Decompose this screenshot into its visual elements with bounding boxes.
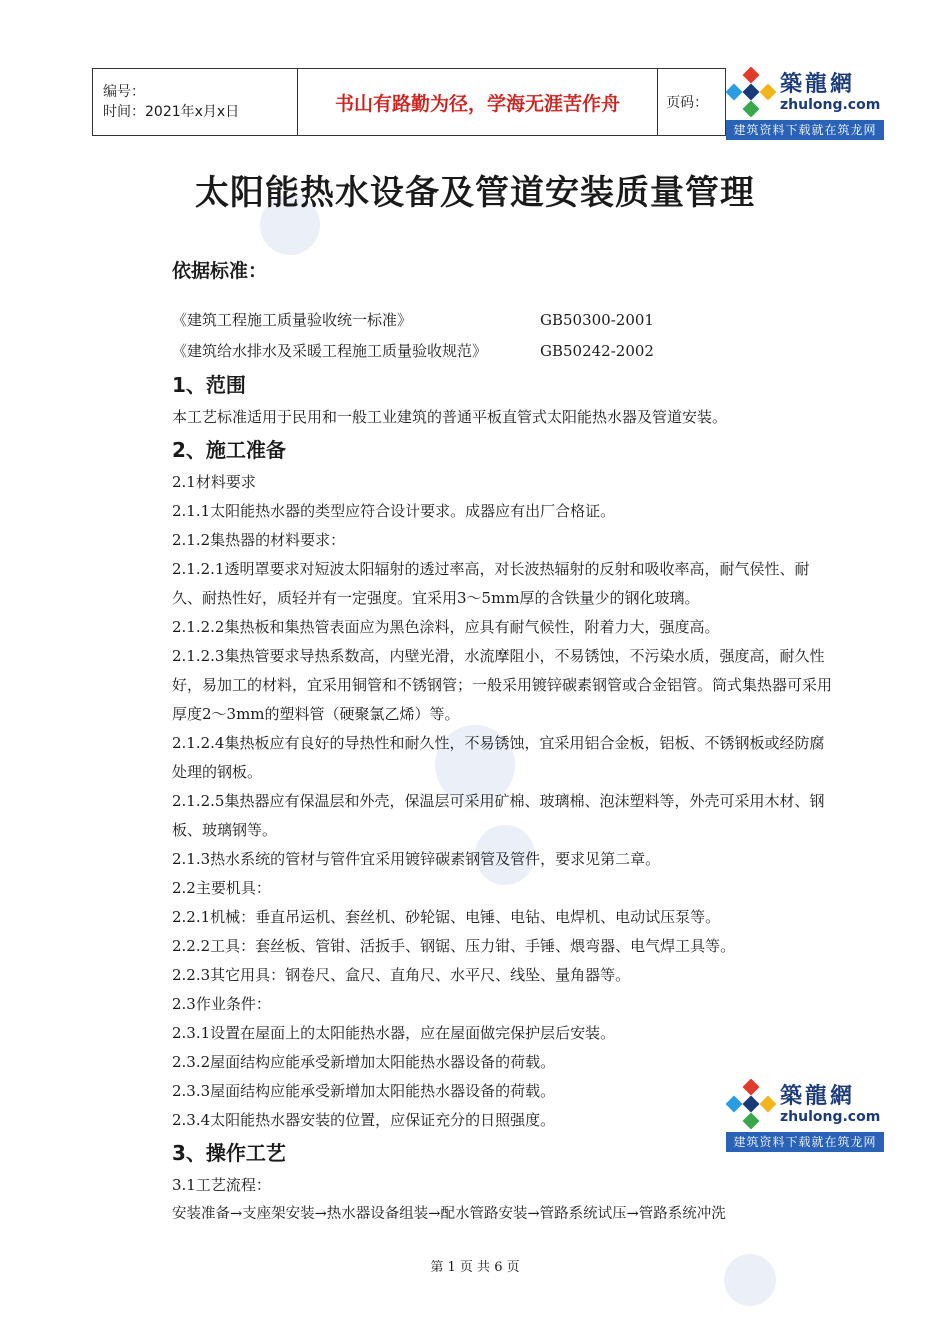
section-heading: 2、施工准备 <box>172 438 286 462</box>
zhulong-logo-top <box>726 66 884 142</box>
page-number-label: 页码： <box>658 69 726 136</box>
paragraph: 2.1.2.1透明罩要求对短波太阳辐射的透过率高，对长波热辐射的反射和吸收率高，耐气侯性、耐久、耐热性好，质轻并有一定强度。宜采用3～5mm厚的含铁量少的钢化玻璃。 <box>172 560 810 607</box>
basis-heading: 依据标准： <box>172 260 268 282</box>
logo-brand-en: zhulong.com <box>780 1109 881 1125</box>
standard-row <box>172 336 836 367</box>
section-heading: 3、操作工艺 <box>172 1141 286 1165</box>
paragraph: 2.1.2.3集热管要求导热系数高，内壁光滑，水流摩阻小，不易锈蚀，不污染水质，强度高，耐久性好，易加工的材料，宜采用铜管和不锈钢管；一般采用镀锌碳素钢管或合金铝管。筒式集热器可采用厚度2～3mm的塑料管（硬聚氯乙烯）等。 <box>172 647 833 723</box>
paragraph: 2.1.2集热器的材料要求： <box>172 531 346 549</box>
paragraph: 2.1.2.4集热板应有良好的导热性和耐久性，不易锈蚀，宜采用铝合金板，铝板、不锈钢板或经防腐处理的钢板。 <box>172 734 825 781</box>
logo-slogan: 建筑资料下载就在筑龙网 <box>726 1132 884 1152</box>
standard-row <box>172 305 836 336</box>
paragraph: 2.3.3屋面结构应能承受新增加太阳能热水器设备的荷载。 <box>172 1082 556 1100</box>
logo-slogan: 建筑资料下载就在筑龙网 <box>726 120 884 140</box>
standard-name: 《建筑给水排水及采暖工程施工质量验收规范》 <box>172 342 488 360</box>
zhulong-logo-bottom <box>726 1078 884 1154</box>
code-label: 编号： <box>103 84 145 100</box>
header-meta-cell <box>93 69 298 136</box>
logo-brand-cn: 築龍網 <box>780 1083 856 1109</box>
paragraph: 2.1材料要求 <box>172 473 256 491</box>
standard-name: 《建筑工程施工质量验收统一标准》 <box>172 311 413 329</box>
paragraph: 2.3.1设置在屋面上的太阳能热水器，应在屋面做完保护层后安装。 <box>172 1024 616 1042</box>
logo-brand-en: zhulong.com <box>780 97 881 113</box>
standard-code: GB50300-2001 <box>540 311 654 329</box>
header-motto: 书山有路勤为径，学海无涯苦作舟 <box>297 69 657 136</box>
paragraph: 2.3作业条件： <box>172 995 271 1013</box>
paragraph: 2.2.3其它用具：钢卷尺、盒尺、直角尺、水平尺、线坠、量角器等。 <box>172 966 631 984</box>
header-table <box>92 68 726 136</box>
document-title: 太阳能热水设备及管道安装质量管理 <box>195 173 755 213</box>
paragraph: 2.1.3热水系统的管材与管件宜采用镀锌碳素钢管及管件，要求见第二章。 <box>172 850 661 868</box>
zhulong-logo-mark-icon <box>726 67 776 117</box>
paragraph: 本工艺标准适用于民用和一般工业建筑的普通平板直管式太阳能热水器及管道安装。 <box>172 408 728 426</box>
paragraph: 安装准备→支座架安装→热水器设备组装→配水管路安装→管路系统试压→管路系统冲洗 <box>172 1206 726 1222</box>
time-label: 时间：2021年x月x日 <box>103 104 240 120</box>
paragraph: 2.2.1机械：垂直吊运机、套丝机、砂轮锯、电锤、电钻、电焊机、电动试压泵等。 <box>172 908 721 926</box>
paragraph: 2.1.2.5集热器应有保温层和外壳，保温层可采用矿棉、玻璃棉、泡沫塑料等，外壳可采用木材、钢板、玻璃钢等。 <box>172 792 825 839</box>
standard-code: GB50242-2002 <box>540 342 654 360</box>
paragraph: 2.1.1太阳能热水器的类型应符合设计要求。成器应有出厂合格证。 <box>172 502 616 520</box>
logo-brand-cn: 築龍網 <box>780 71 856 97</box>
paragraph: 3.1工艺流程： <box>172 1176 271 1194</box>
paragraph: 2.2主要机具： <box>172 879 271 897</box>
paragraph: 2.3.4太阳能热水器安装的位置，应保证充分的日照强度。 <box>172 1111 556 1129</box>
section-heading: 1、范围 <box>172 373 246 397</box>
page-footer: 第 1 页 共 6 页 <box>430 1260 520 1275</box>
paragraph: 2.3.2屋面结构应能承受新增加太阳能热水器设备的荷载。 <box>172 1053 556 1071</box>
paragraph: 2.1.2.2集热板和集热管表面应为黑色涂料，应具有耐气候性，附着力大，强度高。 <box>172 618 720 636</box>
paragraph: 2.2.2工具：套丝板、管钳、活扳手、钢锯、压力钳、手锤、煨弯器、电气焊工具等。 <box>172 937 736 955</box>
zhulong-logo-mark-icon <box>726 1079 776 1129</box>
